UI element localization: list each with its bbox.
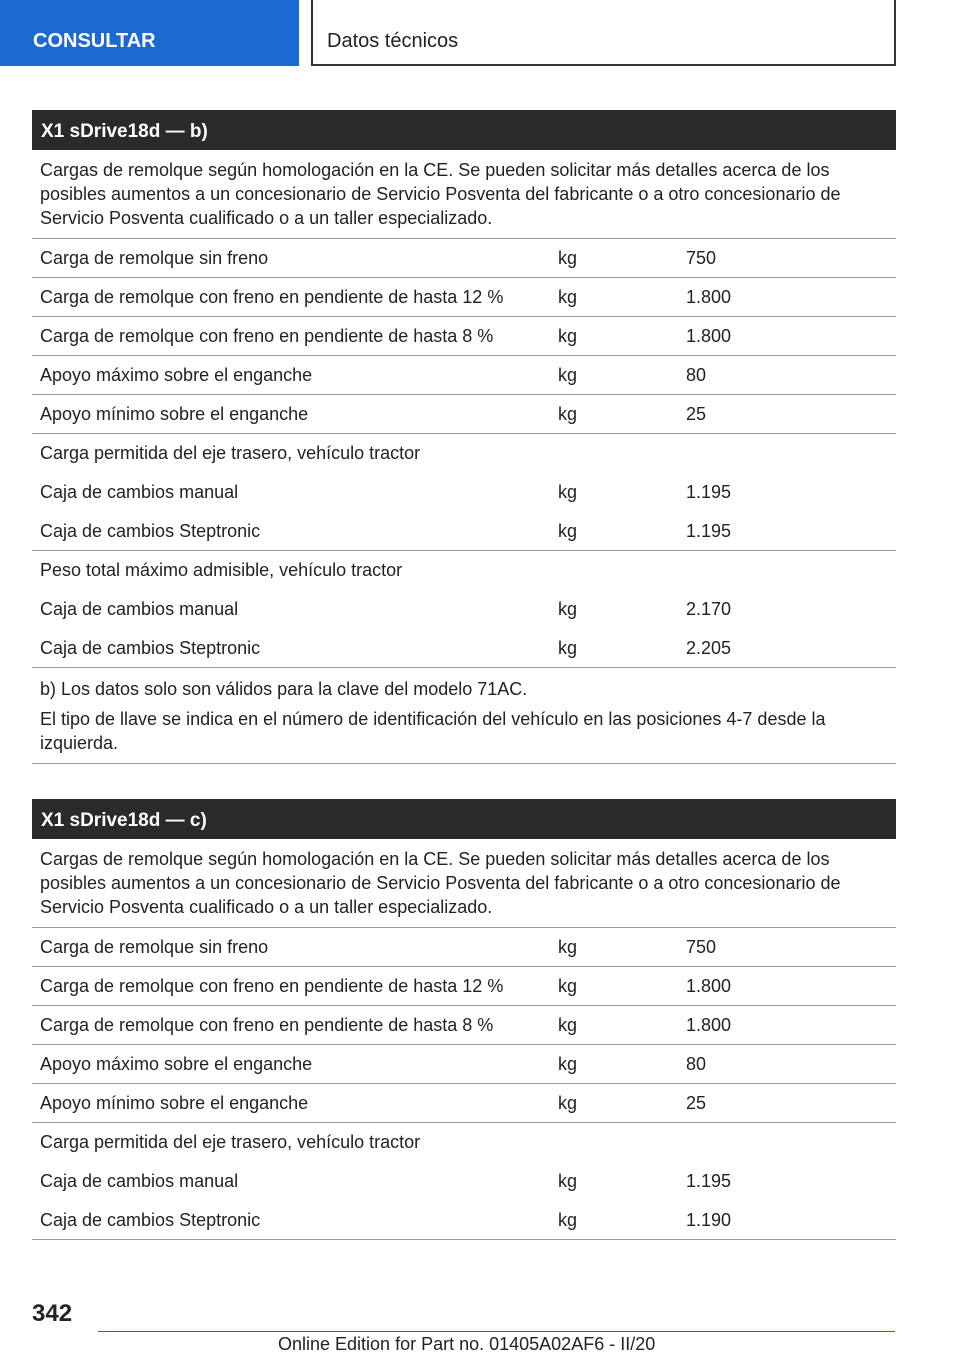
section-intro: Cargas de remolque según homologación en la CE. Se pueden solicitar más detalles acerca de los posibles aumentos a un concesionario de Servicio Posventa del fabricante o a otro concesionario de Servicio Posventa cualificado o a un taller especializado. <box>32 150 896 239</box>
group-heading-row <box>32 1123 896 1162</box>
section-heading: X1 sDrive18d — c) <box>32 799 896 839</box>
spec-section-c <box>32 799 896 1240</box>
table-row <box>32 1045 896 1084</box>
row-value: 750 <box>686 248 717 268</box>
section-heading: X1 sDrive18d — b) <box>32 110 896 150</box>
row-value: 1.195 <box>686 521 732 541</box>
row-label: Caja de cambios manual <box>40 1171 239 1191</box>
row-value: 1.800 <box>686 287 732 307</box>
row-value: 1.800 <box>686 976 732 996</box>
row-value: 2.170 <box>686 599 732 619</box>
group-title: Carga permitida del eje trasero, vehículo tractor <box>40 443 421 463</box>
row-unit: kg <box>558 976 578 996</box>
table-row <box>32 1162 896 1201</box>
row-value: 25 <box>686 404 707 424</box>
row-label: Carga de remolque con freno en pendiente de hasta 8 % <box>40 326 494 346</box>
row-label: Caja de cambios manual <box>40 599 239 619</box>
row-unit: kg <box>558 326 578 346</box>
section-notes <box>32 668 896 764</box>
row-unit: kg <box>558 1054 578 1074</box>
row-unit: kg <box>558 287 578 307</box>
row-value: 1.800 <box>686 1015 732 1035</box>
row-value: 750 <box>686 937 717 957</box>
row-unit: kg <box>558 638 578 658</box>
row-value: 80 <box>686 365 707 385</box>
section-intro: Cargas de remolque según homologación en la CE. Se pueden solicitar más detalles acerca de los posibles aumentos a un concesionario de Servicio Posventa del fabricante o a otro concesionario de Servicio Posventa cualificado o a un taller especializado. <box>32 839 896 928</box>
row-label: Apoyo mínimo sobre el enganche <box>40 404 309 424</box>
table-row <box>32 1201 896 1240</box>
row-label: Carga de remolque con freno en pendiente de hasta 8 % <box>40 1015 494 1035</box>
table-row <box>32 1084 896 1123</box>
row-label: Carga de remolque con freno en pendiente de hasta 12 % <box>40 287 504 307</box>
table-row <box>32 317 896 356</box>
section-title: Datos técnicos <box>311 0 896 66</box>
row-unit: kg <box>558 1171 578 1191</box>
table-row <box>32 239 896 278</box>
row-value: 1.190 <box>686 1210 732 1230</box>
table-row <box>32 278 896 317</box>
row-unit: kg <box>558 1210 578 1230</box>
table-row <box>32 928 896 967</box>
row-value: 2.205 <box>686 638 732 658</box>
row-label: Carga de remolque sin freno <box>40 248 269 268</box>
table-row <box>32 473 896 512</box>
row-label: Carga de remolque sin freno <box>40 937 269 957</box>
row-label: Caja de cambios Steptronic <box>40 638 261 658</box>
row-label: Caja de cambios Steptronic <box>40 521 261 541</box>
table-row <box>32 967 896 1006</box>
row-label: Apoyo máximo sobre el enganche <box>40 1054 313 1074</box>
row-label: Caja de cambios manual <box>40 482 239 502</box>
row-unit: kg <box>558 248 578 268</box>
row-value: 25 <box>686 1093 707 1113</box>
footnote: b) Los datos solo son válidos para la clave del modelo 71AC. <box>40 679 528 699</box>
row-unit: kg <box>558 599 578 619</box>
row-unit: kg <box>558 365 578 385</box>
row-value: 1.800 <box>686 326 732 346</box>
row-label: Apoyo máximo sobre el enganche <box>40 365 313 385</box>
group-heading-row <box>32 551 896 590</box>
table-row <box>32 356 896 395</box>
table-row <box>32 629 896 668</box>
group-title: Carga permitida del eje trasero, vehículo tractor <box>40 1132 421 1152</box>
row-unit: kg <box>558 1015 578 1035</box>
row-unit: kg <box>558 521 578 541</box>
footer-divider <box>98 1331 895 1332</box>
group-title: Peso total máximo admisible, vehículo tractor <box>40 560 403 580</box>
spec-section-b <box>32 110 896 764</box>
row-label: Apoyo mínimo sobre el enganche <box>40 1093 309 1113</box>
row-label: Caja de cambios Steptronic <box>40 1210 261 1230</box>
row-label: Carga de remolque con freno en pendiente de hasta 12 % <box>40 976 504 996</box>
table-row <box>32 512 896 551</box>
page-number: 342 <box>32 1300 73 1327</box>
row-value: 80 <box>686 1054 707 1074</box>
table-row <box>32 1006 896 1045</box>
table-row <box>32 395 896 434</box>
row-unit: kg <box>558 937 578 957</box>
row-value: 1.195 <box>686 482 732 502</box>
footnote: El tipo de llave se indica en el número de identificación del vehículo en las posiciones 4-7 desde la izquierda. <box>40 709 826 753</box>
row-value: 1.195 <box>686 1171 732 1191</box>
row-unit: kg <box>558 404 578 424</box>
consultar-tab[interactable]: CONSULTAR <box>0 0 299 66</box>
table-row <box>32 590 896 629</box>
edition-text: Online Edition for Part no. 01405A02AF6 - II/20 <box>278 1334 656 1354</box>
row-unit: kg <box>558 1093 578 1113</box>
group-heading-row <box>32 434 896 473</box>
row-unit: kg <box>558 482 578 502</box>
